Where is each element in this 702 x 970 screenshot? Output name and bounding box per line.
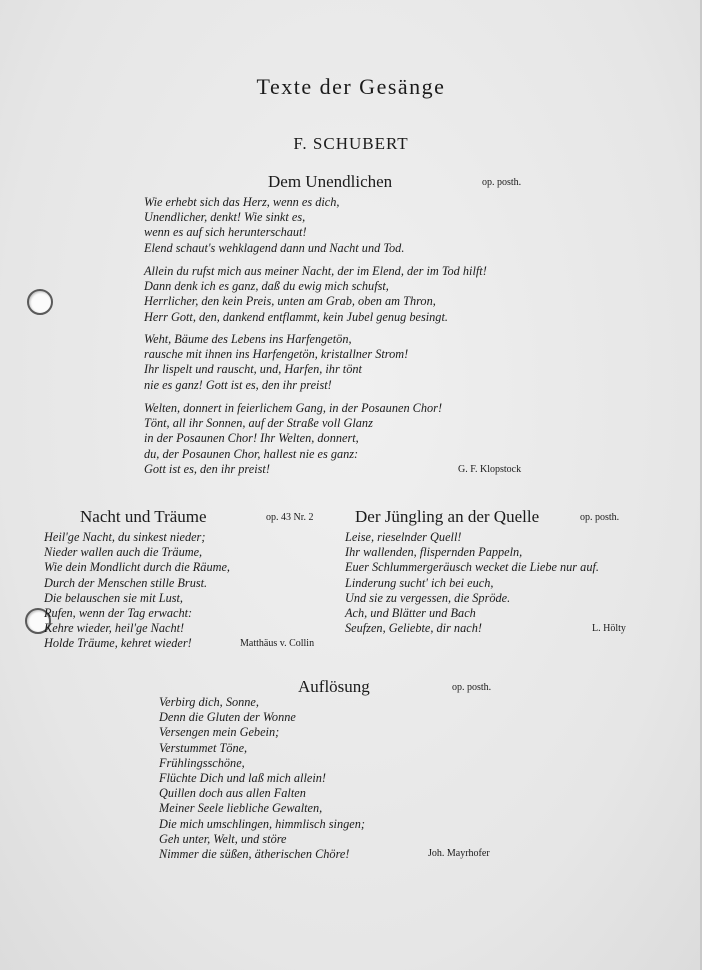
song-title-nacht-und-traeume: Nacht und Träume — [80, 507, 207, 526]
composer-name: F. SCHUBERT — [293, 134, 409, 153]
verse-line: Nimmer die süßen, ätherischen Chöre! — [159, 847, 350, 862]
opus-dem-unendlichen: op. posth. — [482, 177, 522, 188]
verse-line: Quillen doch aus allen Falten — [159, 786, 306, 801]
verse-line: Wie erhebt sich das Herz, wenn es dich, — [144, 195, 340, 209]
verse-line: rausche mit ihnen ins Harfengetön, kristallner Strom! — [144, 347, 409, 362]
verse-line: Und sie zu vergessen, die Spröde. — [345, 590, 511, 605]
verse-line: nie es ganz! Gott ist es, den ihr preist! — [144, 377, 332, 392]
verse-line: Die mich umschlingen, himmlisch singen; — [159, 816, 365, 831]
verse-line: wenn es auf sich herunterschaut! — [144, 225, 307, 240]
verse-line: Rufen, wenn der Tag erwacht: — [44, 606, 193, 621]
stanza-3 — [144, 332, 408, 393]
aufloesung-verse — [159, 695, 365, 862]
verse-line: Weht, Bäume des Lebens ins Harfengetön, — [144, 332, 352, 346]
verse-line: Wie dein Mondlicht durch die Räume, — [44, 560, 231, 575]
verse-line: Elend schaut's wehklagend dann und Nacht und Tod. — [144, 240, 405, 255]
opus-nacht-und-traeume: op. 43 Nr. 2 — [266, 512, 314, 523]
song-title-juengling: Der Jüngling an der Quelle — [355, 507, 540, 526]
verse-line: Welten, donnert in feierlichem Gang, in der Posaunen Chor! — [144, 401, 443, 415]
verse-line: Euer Schlummergeräusch wecket die Liebe nur auf. — [345, 560, 599, 575]
punch-hole-top — [27, 289, 53, 315]
nacht-und-traeume-verse — [44, 530, 230, 652]
author-hoelty: L. Hölty — [592, 623, 626, 634]
author-mayrhofer: Joh. Mayrhofer — [428, 848, 490, 859]
page-title: Texte der Gesänge — [256, 74, 446, 99]
stanza-2 — [144, 264, 487, 325]
verse-line: Ihr lispelt und rauscht, und, Harfen, ihr tönt — [144, 362, 362, 377]
verse-line: Ach, und Blätter und Bach — [345, 606, 476, 621]
verse-line: Verstummet Töne, — [159, 740, 248, 755]
verse-line: Versengen mein Gebein; — [159, 725, 280, 740]
juengling-verse — [345, 530, 599, 636]
verse-line: Geh unter, Welt, und störe — [159, 831, 287, 846]
verse-line: Verbirg dich, Sonne, — [159, 695, 259, 709]
song-title-dem-unendlichen: Dem Unendlichen — [268, 172, 393, 191]
verse-line: Denn die Gluten der Wonne — [159, 710, 296, 725]
verse-line: Linderung sucht' ich bei euch, — [345, 575, 494, 590]
verse-line: du, der Posaunen Chor, hallest nie es ganz: — [144, 446, 359, 461]
author-klopstock: G. F. Klopstock — [458, 464, 522, 475]
verse-line: Tönt, all ihr Sonnen, auf der Straße voll Glanz — [144, 416, 373, 431]
verse-line: Meiner Seele liebliche Gewalten, — [159, 801, 323, 816]
verse-line: Herrlicher, den kein Preis, unten am Grab, oben am Thron, — [144, 294, 436, 309]
verse-line: Nieder wallen auch die Träume, — [44, 545, 203, 560]
verse-line: Allein du rufst mich aus meiner Nacht, der im Elend, der im Tod hilft! — [144, 264, 487, 278]
opus-juengling: op. posth. — [580, 512, 620, 523]
verse-line: Kehre wieder, heil'ge Nacht! — [44, 621, 185, 636]
opus-aufloesung: op. posth. — [452, 682, 492, 693]
stanza-1 — [144, 195, 404, 256]
verse-line: Flüchte Dich und laß mich allein! — [159, 771, 326, 786]
verse-line: Seufzen, Geliebte, dir nach! — [345, 621, 482, 636]
verse-line: Dann denk ich es ganz, daß du ewig mich schufst, — [144, 279, 389, 294]
stanza-4 — [144, 401, 442, 477]
verse-line: Heil'ge Nacht, du sinkest nieder; — [44, 530, 206, 544]
author-collin: Matthäus v. Collin — [240, 638, 315, 649]
verse-line: in der Posaunen Chor! Ihr Welten, donnert, — [144, 431, 359, 446]
verse-line: Herr Gott, den, dankend entflammt, kein Jubel genug besingt. — [144, 309, 448, 324]
verse-line: Ihr wallenden, flispernden Pappeln, — [345, 545, 523, 560]
verse-line: Holde Träume, kehret wieder! — [44, 636, 192, 651]
verse-line: Die belauschen sie mit Lust, — [44, 590, 184, 605]
verse-line: Frühlingsschöne, — [159, 755, 245, 770]
verse-line: Unendlicher, denkt! Wie sinkt es, — [144, 210, 306, 225]
verse-line: Durch der Menschen stille Brust. — [44, 575, 208, 590]
verse-line: Gott ist es, den ihr preist! — [144, 461, 270, 476]
verse-line: Leise, rieselnder Quell! — [345, 530, 462, 544]
song-title-aufloesung: Auflösung — [298, 677, 370, 696]
